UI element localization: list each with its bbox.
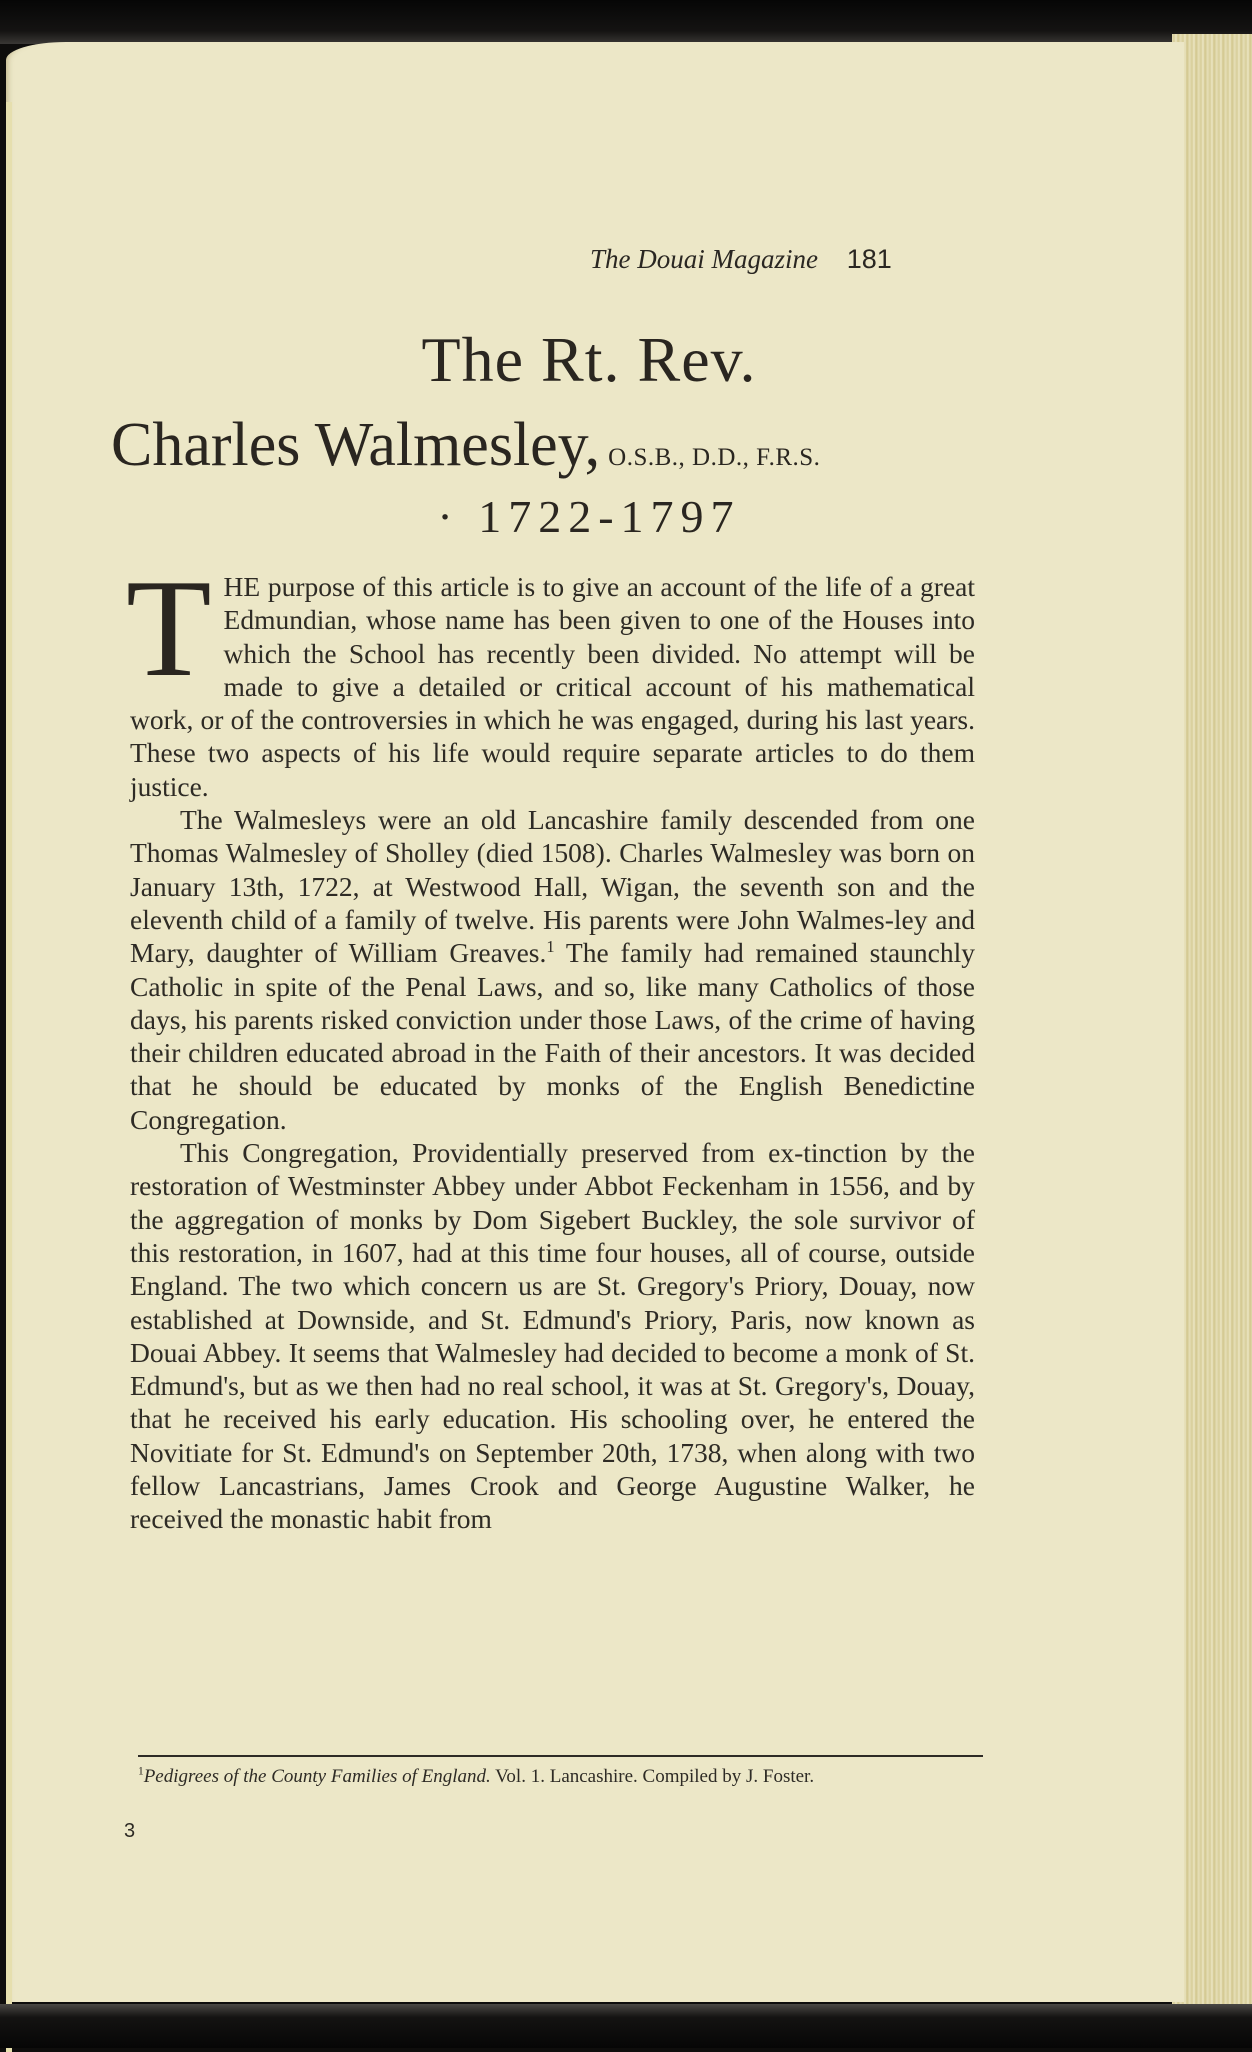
paragraph-2-text: The Walmesleys were an old Lancashire family descended from one Thomas Walmesley of Sholley (died 1508). Charles Walmesley was born on January 13th, 1722, at Westwood Hall, Wigan, the seventh son and the eleventh child of a family of twelve. His parents were John Walmes-ley and Mary, daughter of William Greaves. [130,804,975,969]
footnote [138,1766,983,1788]
paragraph-1-text: HE purpose of this article is to give an account of the life of a great Edmundian, whose name has been given to one of the Houses into which the School has recently been divided. No attempt will be made to give a detailed or critical account of his mathematical work, or of the controversies in which he was engaged, during his last years. These two aspects of his life would require separate articles to do them justice. [130,571,975,802]
article-title-line1: The Rt. Rev. [421,324,757,395]
book-binding-bottom [0,2004,1252,2048]
paragraph-1 [126,551,975,803]
drop-cap: T [126,551,212,706]
footnote-source-title: Pedigrees of the County Families of England. [143,1766,491,1787]
article-body [126,551,976,1536]
footnote-text: Vol. 1. Lancashire. Compiled by J. Foster. [490,1766,815,1787]
paragraph-3 [130,1136,975,1536]
paragraph-2 [130,803,975,1136]
footnote-reference[interactable]: 1 [546,937,555,957]
page-fore-edge [1172,34,1252,2009]
footnote-divider [138,1755,983,1757]
page-number: 181 [846,244,892,274]
footnote-mark: 1 [138,1765,144,1778]
paragraph-2-continuation: The family had remained staunchly Catholic in spite of the Penal Laws, and so, like many Catholics of those days, his parents risked conviction under those Laws, of the crime of having their children educated abroad in the Faith of their ancestors. It was decided that he should be educated by monks of the English Benedictine Congregation. [130,937,976,1135]
signature-mark: 3 [124,1820,136,1842]
book-binding-top [0,0,1252,44]
subject-degrees: O.S.B., D.D., F.R.S. [608,444,821,471]
subject-name: Charles Walmesley, [111,411,601,479]
paragraph-3-text: This Congregation, Providentially preserved from ex-tinction by the restoration of Westminster Abbey under Abbot Feckenham in 1556, and by the aggregation of monks by Dom Sigebert Buckley, the sole survivor of this restoration, in 1607, had at this time four houses, all of course, outside England. The two which concern us are St. Gregory's Priory, Douay, now established at Downside, and St. Edmund's Priory, Paris, now known as Douai Abbey. It seems that Walmesley had decided to become a monk of St. Edmund's, but as we then had no real school, it was at St. Gregory's, Douay, that he received his early education. His schooling over, he entered the Novitiate for St. Edmund's on September 20th, 1738, when along with two fellow Lancastrians, James Crook and George Augustine Walker, he received the monastic habit from [130,1137,975,1535]
magazine-title: The Douai Magazine [590,244,818,274]
running-head [590,244,892,275]
article-title-name [111,410,820,481]
article-dates: · 1722-1797 [437,491,741,542]
